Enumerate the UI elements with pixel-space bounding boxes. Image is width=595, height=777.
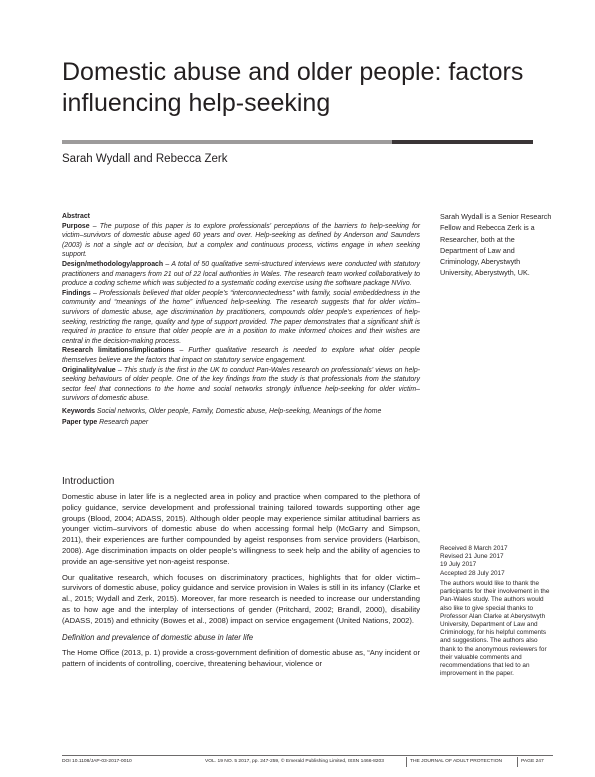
section-heading-introduction: Introduction bbox=[62, 476, 115, 487]
received-date: Received 8 March 2017 bbox=[440, 545, 508, 552]
revised-date-1: Revised 21 June 2017 bbox=[440, 553, 504, 561]
author-list: Sarah Wydall and Rebecca Zerk bbox=[62, 153, 228, 165]
abstract-design: Design/methodology/approach – A total of 50 qualitative semi-structured interviews were conducted with statutory practitioners and managers from 21 out of 22 local authorities in Wales. The research team worked collaboratively to produce a coding scheme which was subjected to a systematic coding exercise using the software package NVivo. bbox=[62, 260, 420, 288]
subsection-heading: Definition and prevalence of domestic abuse in later life bbox=[62, 632, 254, 642]
body-text bbox=[62, 492, 420, 675]
abstract-keywords: Keywords Social networks, Older people, Family, Domestic abuse, Help-seeking, Meanings of the home bbox=[62, 407, 382, 415]
body-paragraph: The Home Office (2013, p. 1) provide a cross-government definition of domestic abuse as, “Any incident or pattern of incidents of controlling, coercive, threatening behaviour, violence or bbox=[62, 648, 420, 669]
title-line-1: Domestic abuse and older people: factors bbox=[62, 58, 524, 86]
abstract-originality: Originality/value – This study is the first in the UK to conduct Pan-Wales research on professionals’ views on help-seeking behaviours of older people. One of the key findings from the study is that professionals from the statutory sector feel that connections to the home and social networks strongly influence help-seeking for older victim–survivors of domestic abuse. bbox=[62, 366, 420, 403]
title-rule-dark bbox=[392, 140, 533, 144]
title-rule-gray bbox=[62, 140, 392, 144]
footer-rule bbox=[62, 755, 553, 756]
author-bio: Sarah Wydall is a Senior Research Fellow and Rebecca Zerk is a Researcher, both at the Department of Law and Criminology, Aberystwyth University, Aberystwyth, UK. bbox=[440, 212, 552, 278]
footer-separator bbox=[406, 757, 407, 767]
title-line-2: influencing help-seeking bbox=[62, 89, 331, 117]
abstract-findings: Findings – Professionals believed that older people’s “interconnectedness” with family, social embeddedness in the community and “meanings of the home” influenced help-seeking. The research suggests that for older victim–survivors of domestic abuse, age discrimination by practitioners, compounds older people’s experiences of help-seeking, restricting the range, quality and type of support provided. The paper demonstrates that a significant shift is required in practice to ensure that older people are in a position to make informed choices and their wishes are central in the decision-making process. bbox=[62, 289, 420, 345]
acknowledgement: The authors would like to thank the participants for their involvement in the Pan-Wales study. The authors would also like to give special thanks to Professor Alan Clarke at Aberystwyth University, Department of Law and Criminology, for his helpful comments and suggestions. The authors also thank to the anonymous reviewers for their valuable comments and recommendations that led to an improvement in the paper. bbox=[440, 580, 550, 678]
abstract-limitations: Research limitations/implications – Further qualitative research is needed to explore what older people themselves believe are the factors that impact on statutory service engagement. bbox=[62, 347, 420, 364]
body-paragraph: Our qualitative research, which focuses on discriminatory practices, highlights that for older victim–survivors of domestic abuse, policy guidance and service provision in Wales is still in its infancy (Clarke et al., 2015; Wydall and Zerk, 2015). Moreover, far more research is needed to increase our understanding as to how age and the interplay of intersections of gender (Pritchard, 2002; Brandl, 2000), disability (ADASS, 2015) and ethnicity (Bowes et al., 2008) impact on service engagement (United Nations, 2002). bbox=[62, 572, 420, 625]
footer-journal: THE JOURNAL OF ADULT PROTECTION bbox=[410, 759, 503, 764]
accepted-date: Accepted 28 July 2017 bbox=[440, 569, 505, 577]
submission-dates bbox=[440, 545, 552, 578]
paper-title bbox=[62, 57, 542, 119]
abstract-block bbox=[62, 212, 420, 428]
footer-separator bbox=[517, 757, 518, 767]
footer-page: PAGE 247 bbox=[521, 759, 544, 764]
body-paragraph: Domestic abuse in later life is a neglected area in policy and practice when compared to the plethora of policy guidance, service development and professional training tailored towards supporting other age groups (Blood, 2004; ADASS, 2015). Although older people may experience similar attitudinal barriers as younger victim–survivors of domestic abuse do when accessing formal help (McGarry and Simpson, 2011), their experiences are further compounded by ageist responses from service providers (Harbison, 2008). Age discrimination impacts on older people’s willingness to seek help and the ability of agencies to provide an age-sensitive yet non-ageist response. bbox=[62, 492, 420, 566]
revised-date-2: 19 July 2017 bbox=[440, 561, 477, 569]
footer-volume: VOL. 19 NO. 5 2017, pp. 247-259, © Emerald Publishing Limited, ISSN 1466-8203 bbox=[205, 759, 384, 764]
abstract-paper-type: Paper type Research paper bbox=[62, 419, 149, 427]
abstract-purpose: Purpose – The purpose of this paper is to explore professionals’ perceptions of the barriers to help-seeking for victim–survivors of domestic abuse aged 60 years and over. Help-seeking as defined by Anderson and Saunders (2003) is not a single act or decision, but a complex and continuous process, victims engage in when seeking support. bbox=[62, 222, 420, 259]
abstract-heading: Abstract bbox=[62, 213, 90, 220]
footer-doi: DOI 10.1108/JAP-03-2017-0010 bbox=[62, 759, 132, 764]
